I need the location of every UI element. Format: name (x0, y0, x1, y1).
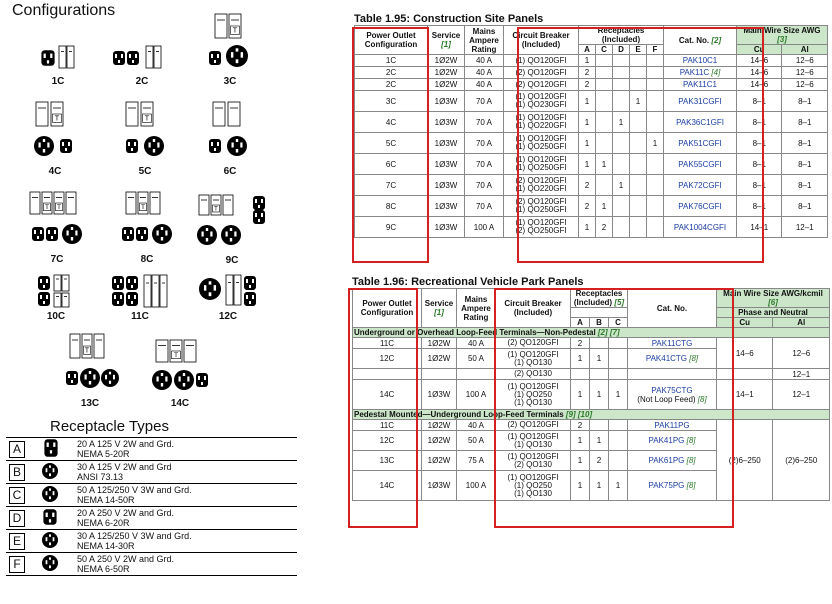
table-row: 4C 1Ø3W 70 A (1) QO120GFI (1) QO220GFI 1 1 PAK36C1GFI 8–1 8–1 (355, 112, 828, 133)
receptacle-letter: F (9, 556, 25, 573)
configuration-label: 6C (223, 166, 237, 177)
panel-diagram-icon (205, 12, 255, 74)
configuration-label: 3C (223, 76, 237, 87)
svg-text:T: T (84, 345, 90, 355)
table-row: 13C 1Ø2W 75 A (1) QO120GFI (2) QO130 1 2 PAK61PG [8] (353, 451, 830, 471)
table-196-grid: Power Outlet Configuration Service [1] Mains Ampere Rating Circuit Breaker (Included) Receptacles (Included) [5] Cat. No. Main Wire Size AWG/kcmil [6] Phase and Neutral A B C Cu Al Underground or Overhead Loop-Feed Terminals—Non-Pedestal [2] [7] 11C 1Ø2W 40 A (2) QO120GFI 2 PAK11CTG 14–6 12–6 12C 1Ø2W 50 A (1) QO120GFI (1) QO130 1 1 PAK41CTG [8] (2) QO130 12–1 14C 1Ø3W 100 A (1) QO120GFI (1) QO250 (1) QO130 1 1 1 PAK75CTG (Not Loop Feed) [8] 14–1 12–1 Pedestal Mounted—Underground Loop-Feed Terminals [9] [10] 11C 1Ø2W 40 A (2) QO120GFI 2 PAK11PG (2)6–250 (2)6–250 12C 1Ø2W 50 A (1) QO120GFI (1) QO130 1 1 PAK41PG [8] 13C 1Ø2W 75 A (1) QO120GFI (2) QO130 1 2 PAK61PG [8] 14C 1Ø3W 100 A (1) QO120GFI (1) QO250 (1) QO130 1 1 1 PAK75PG [8] (352, 288, 830, 501)
table-row: 11C 1Ø2W 40 A (2) QO120GFI 2 PAK11PG (2)6–250 (2)6–250 (353, 420, 830, 431)
svg-text:T: T (232, 25, 238, 35)
panel-diagram-icon (150, 338, 210, 396)
configuration-13c (60, 332, 120, 409)
receptacle-icon (40, 485, 62, 503)
receptacle-type-row (6, 507, 297, 530)
configuration-label: 13C (80, 398, 100, 409)
configuration-label: 10C (46, 311, 66, 322)
receptacle-rating: 20 A 250 V 2W and Grd. (77, 508, 175, 518)
receptacle-type-row (6, 530, 297, 553)
table-row: 3C 1Ø3W 70 A (1) QO120GFI (1) QO230GFI 1 1 PAK31CGFI 8–1 8–1 (355, 91, 828, 112)
panel-diagram-icon (40, 40, 76, 74)
highlight-config-195 (352, 27, 429, 263)
configuration-label: 8C (140, 254, 154, 265)
receptacle-rating: 30 A 125 V 2W and Grd (77, 462, 172, 472)
svg-text:T: T (44, 204, 50, 212)
configuration-10c (36, 273, 76, 322)
configuration-label: 1C (51, 76, 65, 87)
receptacle-letter: B (9, 464, 25, 481)
panel-diagram-icon (30, 100, 80, 164)
receptacle-nema: NEMA 6-50R (77, 564, 130, 574)
configuration-2c (112, 40, 172, 87)
receptacle-type-row (6, 438, 297, 461)
receptacle-nema: NEMA 14-30R (77, 541, 135, 551)
table-row: 12C 1Ø2W 50 A (1) QO120GFI (1) QO130 1 1 PAK41CTG [8] (353, 349, 830, 369)
configuration-4c (30, 100, 80, 177)
svg-text:T: T (173, 352, 179, 360)
table-row: 8C 1Ø3W 70 A (2) QO120GFI (1) QO250GFI 2 1 PAK76CGFI 8–1 8–1 (355, 196, 828, 217)
configuration-7c (28, 190, 86, 265)
table-row: 11C 1Ø2W 40 A (2) QO120GFI 2 PAK11CTG 14–6 12–6 (353, 338, 830, 349)
receptacle-nema: NEMA 5-20R (77, 449, 130, 459)
receptacle-letter: A (9, 441, 25, 458)
receptacle-rating: 30 A 125/250 V 3W and Grd. (77, 531, 192, 541)
configuration-label: 11C (131, 311, 149, 322)
configuration-label: 4C (48, 166, 62, 177)
svg-text:T: T (144, 113, 150, 123)
table-195-title: Table 1.95: Construction Site Panels (354, 13, 544, 25)
receptacle-nema: NEMA 6-20R (77, 518, 130, 528)
table-row: 2C 1Ø2W 40 A (2) QO120GFI 2 PAK11C [4] 14–6 12–6 (355, 67, 828, 79)
table-row: 6C 1Ø3W 70 A (1) QO120GFI (1) QO250GFI 1 1 PAK55CGFI 8–1 8–1 (355, 154, 828, 175)
configuration-9c (195, 193, 269, 266)
table-row: (2) QO130 12–1 (353, 369, 830, 380)
receptacle-type-row (6, 484, 297, 507)
receptacle-icon (40, 554, 62, 572)
receptacle-nema: ANSI 73.13 (77, 472, 124, 482)
configuration-11c (110, 273, 170, 322)
receptacle-icon (40, 508, 62, 526)
table-row: 9C 1Ø3W 100 A (1) QO120GFI (2) QO250GFI 1 2 PAK1004CGFI 14–1 12–1 (355, 217, 828, 238)
receptacle-rating: 50 A 250 V 2W and Grd. (77, 554, 175, 564)
panel-diagram-icon (28, 190, 86, 252)
svg-text:T: T (214, 206, 218, 213)
receptacle-types-title: Receptacle Types (50, 418, 169, 435)
table-row: 7C 1Ø3W 70 A (2) QO120GFI (1) QO220GFI 2 1 PAK72CGFI 8–1 8–1 (355, 175, 828, 196)
panel-diagram-icon (60, 332, 120, 396)
table-row: 5C 1Ø3W 70 A (1) QO120GFI (1) QO250GFI 1 1 PAK51CGFI 8–1 8–1 (355, 133, 828, 154)
panel-diagram-icon (196, 273, 260, 309)
section-header: Pedestal Mounted—Underground Loop-Feed Terminals [9] [10] (353, 410, 830, 420)
highlight-config-196 (348, 288, 418, 528)
receptacle-rating: 50 A 125/250 V 3W and Grd. (77, 485, 192, 495)
highlight-breaker-195 (517, 27, 764, 263)
configuration-6c (205, 100, 255, 177)
table-row: 1C 1Ø2W 40 A (1) QO120GFI 1 PAK10C1 14–6 12–6 (355, 55, 828, 67)
panel-diagram-icon (205, 100, 255, 164)
panel-diagram-icon (110, 273, 170, 309)
configuration-12c (196, 273, 260, 322)
receptacle-letter: C (9, 487, 25, 504)
configuration-label: 12C (218, 311, 238, 322)
section-header: Underground or Overhead Loop-Feed Terminals—Non-Pedestal [2] [7] (353, 328, 830, 338)
table-row: 2C 1Ø2W 40 A (2) QO120GFI 2 PAK11C1 14–6 12–6 (355, 79, 828, 91)
svg-text:T: T (54, 113, 60, 123)
receptacle-type-row (6, 553, 297, 576)
svg-text:T: T (140, 204, 146, 212)
configuration-label: 7C (50, 254, 64, 265)
receptacle-icon (40, 462, 62, 480)
panel-diagram-icon (195, 193, 269, 253)
receptacle-types-table (6, 437, 297, 576)
receptacle-icon (40, 531, 62, 549)
configuration-label: 2C (135, 76, 149, 87)
table-row: 14C 1Ø3W 100 A (1) QO120GFI (1) QO250 (1) QO130 1 1 1 PAK75PG [8] (353, 471, 830, 501)
configurations-title: Configurations (12, 2, 116, 19)
configuration-3c (205, 12, 255, 87)
receptacle-icon (40, 439, 62, 457)
table-row: 12C 1Ø2W 50 A (1) QO120GFI (1) QO130 1 1 PAK41PG [8] (353, 431, 830, 451)
table-row: 14C 1Ø3W 100 A (1) QO120GFI (1) QO250 (1) QO130 1 1 1 PAK75CTG (Not Loop Feed) [8] 14–1 12–1 (353, 380, 830, 410)
table-195-grid: Power Outlet Configuration Service [1] Mains Ampere Rating Circuit Breaker (Included) Receptacles (Included) Cat. No. [2] Main Wire Size AWG [3] A C D E F Cu Al 1C 1Ø2W 40 A (1) QO120GFI 1 PAK10C1 14–6 12–6 2C 1Ø2W 40 A (2) QO120GFI 2 PAK11C [4] 14–6 12–6 2C 1Ø2W 40 A (2) QO120GFI 2 PAK11C1 14–6 12–6 3C 1Ø3W 70 A (1) QO120GFI (1) QO230GFI 1 1 PAK31CGFI 8–1 8–1 4C 1Ø3W 70 A (1) QO120GFI (1) QO220GFI 1 1 PAK36C1GFI 8–1 8–1 5C 1Ø3W 70 A (1) QO120GFI (1) QO250GFI 1 1 PAK51CGFI 8–1 8–1 6C 1Ø3W 70 A (1) QO120GFI (1) QO250GFI 1 1 PAK55CGFI 8–1 8–1 7C 1Ø3W 70 A (2) QO120GFI (1) QO220GFI 2 1 PAK72CGFI 8–1 8–1 8C 1Ø3W 70 A (2) QO120GFI (1) QO250GFI 2 1 PAK76CGFI 8–1 8–1 9C 1Ø3W 100 A (1) QO120GFI (2) QO250GFI 1 2 PAK1004CGFI 14–1 12–1 (354, 25, 828, 238)
panel-diagram-icon (112, 40, 172, 74)
receptacle-letter: D (9, 510, 25, 527)
configuration-label: 14C (170, 398, 190, 409)
highlight-breaker-196 (494, 288, 734, 528)
panel-diagram-icon (36, 273, 76, 309)
configuration-1c (40, 40, 76, 87)
panel-diagram-icon (120, 100, 170, 164)
configuration-14c (150, 338, 210, 409)
configuration-label: 9C (225, 255, 239, 266)
svg-text:T: T (56, 204, 62, 212)
configuration-8c (118, 190, 176, 265)
panel-diagram-icon (118, 190, 176, 252)
table-196-title: Table 1.96: Recreational Vehicle Park Panels (352, 276, 584, 288)
receptacle-letter: E (9, 533, 25, 550)
receptacle-type-row (6, 461, 297, 484)
receptacle-nema: NEMA 14-50R (77, 495, 135, 505)
configuration-5c (120, 100, 170, 177)
configuration-label: 5C (138, 166, 152, 177)
receptacle-rating: 20 A 125 V 2W and Grd. (77, 439, 175, 449)
